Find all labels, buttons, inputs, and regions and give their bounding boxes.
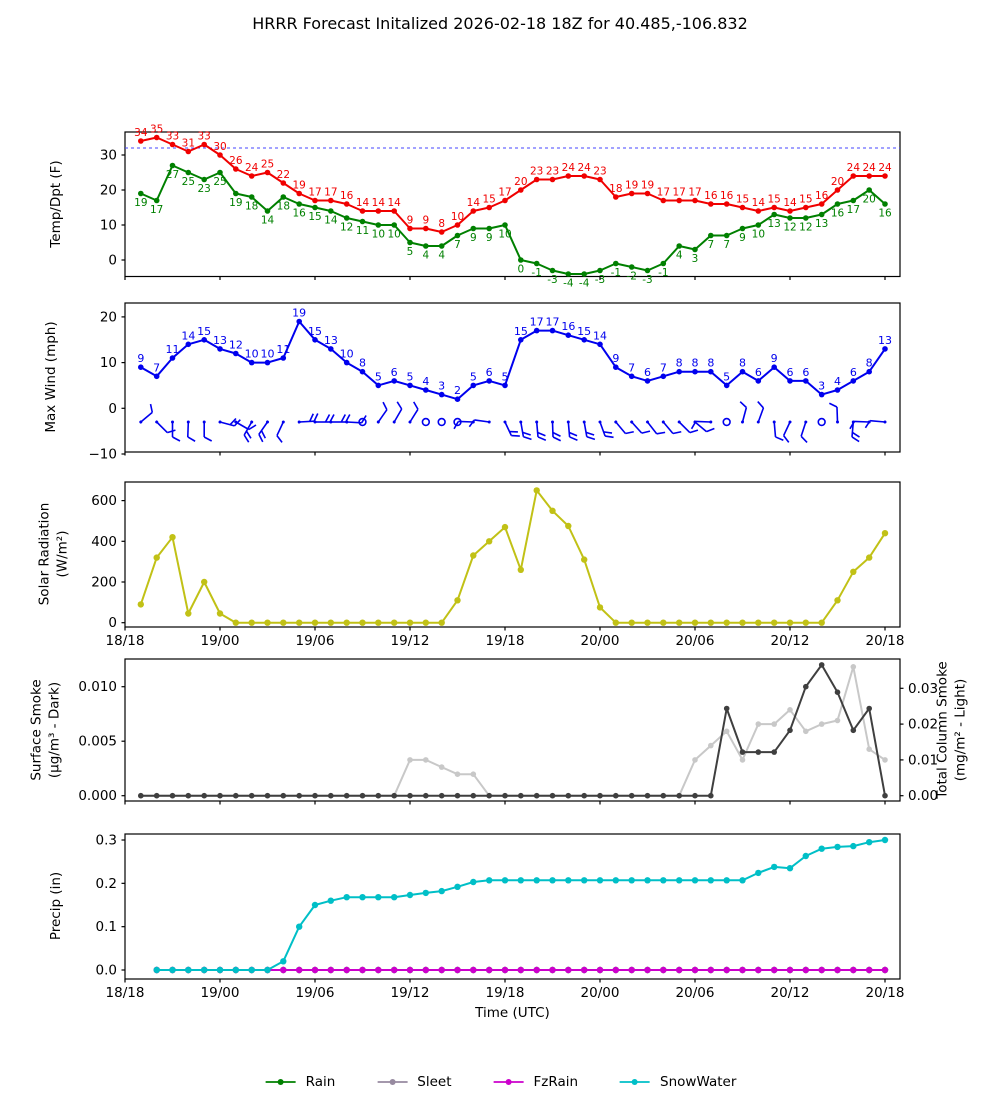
svg-text:35: 35	[149, 123, 164, 136]
svg-text:16: 16	[561, 320, 576, 334]
svg-text:16: 16	[292, 207, 306, 220]
legend-label-snowwater: SnowWater	[660, 1074, 737, 1090]
svg-text:5: 5	[469, 370, 477, 384]
svg-text:25: 25	[260, 158, 275, 171]
svg-text:7: 7	[628, 361, 636, 375]
svg-text:20/18: 20/18	[865, 985, 905, 1001]
svg-text:14: 14	[466, 197, 481, 209]
svg-text:24: 24	[862, 162, 876, 174]
svg-text:9: 9	[485, 232, 493, 244]
svg-text:17: 17	[656, 186, 671, 199]
svg-text:600: 600	[91, 493, 117, 510]
svg-text:11: 11	[276, 343, 291, 357]
svg-text:14: 14	[387, 197, 401, 209]
svg-text:18: 18	[609, 183, 623, 195]
svg-text:5: 5	[406, 370, 414, 384]
svg-text:7: 7	[723, 239, 731, 251]
y-axis-label-wind	[43, 321, 61, 432]
svg-text:0.03: 0.03	[908, 680, 939, 697]
svg-text:14: 14	[260, 214, 275, 227]
svg-text:15: 15	[197, 324, 212, 338]
svg-text:0: 0	[108, 615, 117, 632]
svg-text:18: 18	[276, 200, 291, 213]
svg-text:19: 19	[229, 197, 243, 209]
legend-label-fzrain: FzRain	[533, 1074, 579, 1090]
svg-text:20: 20	[99, 182, 117, 199]
svg-text:16: 16	[830, 207, 845, 220]
svg-text:24: 24	[244, 162, 259, 174]
svg-text:12: 12	[799, 221, 813, 234]
svg-text:20/18: 20/18	[865, 633, 905, 649]
svg-text:33: 33	[197, 130, 211, 143]
svg-text:17: 17	[308, 186, 322, 199]
svg-text:19/12: 19/12	[390, 633, 430, 649]
x-axis-label: Time (UTC)	[475, 1005, 550, 1021]
svg-text:0: 0	[108, 400, 117, 417]
svg-text:11: 11	[355, 225, 370, 237]
svg-text:14: 14	[593, 329, 607, 343]
svg-text:9: 9	[612, 352, 620, 366]
svg-text:25: 25	[181, 176, 196, 188]
svg-text:15: 15	[767, 193, 781, 206]
panel-solar	[91, 482, 904, 649]
panel-wind	[89, 303, 901, 463]
svg-text:3: 3	[691, 253, 699, 265]
svg-text:20/00: 20/00	[580, 985, 620, 1001]
svg-text:5: 5	[723, 370, 731, 384]
svg-text:15: 15	[799, 193, 813, 206]
svg-text:6: 6	[786, 365, 794, 379]
svg-text:15: 15	[513, 324, 528, 338]
svg-text:7: 7	[659, 361, 667, 375]
svg-text:14: 14	[751, 197, 766, 209]
svg-text:2: 2	[454, 384, 461, 398]
y-axis-label-smoke-left-line2: (μg/m³ - Dark)	[46, 681, 62, 779]
svg-text:14: 14	[355, 197, 370, 209]
svg-text:0.02: 0.02	[908, 716, 939, 733]
y-axis-label-wind-text: Max Wind (mph)	[43, 321, 60, 433]
svg-text:22: 22	[276, 169, 291, 181]
svg-text:10: 10	[260, 347, 275, 361]
svg-text:19/00: 19/00	[200, 985, 240, 1001]
svg-text:0.1: 0.1	[95, 919, 117, 936]
svg-text:-3: -3	[594, 274, 606, 286]
svg-text:8: 8	[359, 356, 366, 370]
svg-text:0.00: 0.00	[908, 788, 939, 805]
svg-text:400: 400	[91, 533, 117, 550]
svg-text:-4: -4	[563, 277, 574, 290]
svg-text:23: 23	[197, 183, 211, 195]
svg-text:6: 6	[802, 365, 810, 379]
svg-text:20/06: 20/06	[675, 633, 715, 649]
svg-text:14: 14	[181, 329, 196, 343]
svg-text:16: 16	[704, 190, 718, 202]
svg-text:18/18: 18/18	[105, 985, 145, 1001]
y-axis-label-smoke-right-line2: (mg/m² - Light)	[952, 678, 968, 782]
svg-text:11: 11	[165, 343, 180, 357]
svg-text:10: 10	[450, 211, 465, 223]
svg-text:9: 9	[406, 214, 414, 227]
svg-text:17: 17	[688, 186, 702, 199]
svg-text:24: 24	[561, 162, 576, 174]
svg-text:20: 20	[514, 176, 528, 188]
svg-text:16: 16	[719, 190, 734, 202]
svg-text:13: 13	[323, 333, 338, 347]
svg-text:-1: -1	[658, 267, 669, 279]
svg-text:17: 17	[498, 186, 512, 199]
svg-text:19/18: 19/18	[485, 633, 525, 649]
svg-text:19: 19	[624, 179, 639, 192]
svg-text:13: 13	[767, 218, 781, 230]
svg-text:9: 9	[422, 214, 430, 227]
y-axis-label-solar	[36, 503, 71, 606]
snowwater-line-icon	[618, 1075, 652, 1089]
svg-text:−10: −10	[88, 446, 117, 463]
svg-text:6: 6	[644, 365, 651, 379]
svg-text:15: 15	[482, 193, 496, 206]
svg-text:7: 7	[707, 239, 715, 251]
svg-text:8: 8	[691, 356, 699, 370]
svg-text:17: 17	[672, 186, 686, 199]
svg-text:5: 5	[374, 370, 382, 384]
svg-text:-1: -1	[610, 267, 622, 279]
svg-text:7: 7	[153, 361, 161, 375]
svg-text:17: 17	[545, 315, 560, 329]
svg-text:-3: -3	[642, 274, 653, 286]
svg-text:17: 17	[324, 186, 338, 199]
wind-barbs	[135, 402, 887, 443]
svg-text:16: 16	[878, 207, 892, 220]
svg-text:9: 9	[469, 232, 477, 244]
svg-text:17: 17	[846, 204, 861, 216]
svg-text:12: 12	[228, 338, 243, 352]
svg-text:6: 6	[390, 365, 398, 379]
svg-text:20/06: 20/06	[675, 985, 715, 1001]
svg-text:10: 10	[498, 228, 512, 241]
svg-text:0.005: 0.005	[78, 733, 117, 750]
svg-text:23: 23	[529, 165, 544, 178]
rain-line-icon	[264, 1075, 298, 1089]
svg-text:-4: -4	[578, 277, 590, 290]
svg-text:12: 12	[339, 221, 354, 234]
svg-text:0.010: 0.010	[78, 679, 117, 696]
svg-text:24: 24	[577, 162, 591, 174]
svg-text:8: 8	[438, 218, 446, 230]
legend	[264, 1074, 737, 1090]
svg-text:31: 31	[181, 137, 196, 150]
svg-text:0.0: 0.0	[95, 962, 117, 979]
y-axis-label-precip-text: Precip (in)	[48, 871, 65, 941]
svg-text:27: 27	[165, 169, 180, 181]
svg-text:13: 13	[878, 333, 892, 347]
svg-text:25: 25	[213, 176, 227, 188]
svg-text:-1: -1	[531, 267, 542, 279]
svg-text:3: 3	[818, 379, 826, 393]
svg-text:15: 15	[735, 193, 750, 206]
svg-text:9: 9	[770, 352, 778, 366]
svg-text:19/00: 19/00	[200, 633, 240, 649]
svg-text:20/12: 20/12	[770, 633, 810, 649]
svg-text:15: 15	[577, 324, 592, 338]
svg-text:20: 20	[830, 176, 845, 188]
svg-text:19: 19	[134, 197, 148, 209]
svg-text:19: 19	[640, 179, 655, 192]
svg-text:10: 10	[371, 228, 386, 241]
legend-label-sleet: Sleet	[417, 1074, 452, 1090]
svg-text:26: 26	[229, 155, 243, 167]
svg-text:23: 23	[545, 165, 560, 178]
svg-text:24: 24	[878, 162, 892, 174]
svg-text:3: 3	[438, 379, 446, 393]
svg-text:8: 8	[865, 356, 873, 370]
panel-temp	[100, 124, 900, 290]
svg-text:19: 19	[292, 179, 306, 192]
svg-text:8: 8	[675, 356, 683, 370]
svg-text:10: 10	[244, 347, 259, 361]
svg-text:-3: -3	[547, 274, 558, 286]
panel-precip	[96, 833, 905, 1001]
svg-text:19/18: 19/18	[485, 985, 525, 1001]
svg-text:13: 13	[814, 218, 829, 230]
svg-text:9: 9	[739, 232, 746, 244]
svg-text:4: 4	[422, 375, 430, 389]
svg-text:20: 20	[862, 193, 876, 206]
chart-title: HRRR Forecast Initalized 2026-02-18 18Z for 40.485,-106.832	[252, 14, 748, 33]
svg-text:14: 14	[371, 197, 386, 209]
svg-text:19/06: 19/06	[295, 985, 335, 1001]
svg-text:5: 5	[501, 370, 509, 384]
svg-text:7: 7	[454, 239, 461, 251]
svg-text:20/00: 20/00	[580, 633, 620, 649]
svg-text:12: 12	[783, 221, 797, 234]
svg-text:9: 9	[137, 352, 145, 366]
svg-text:17: 17	[529, 315, 544, 329]
legend-item-rain	[264, 1074, 336, 1090]
y-axis-label-solar-line2: (W/m²)	[54, 530, 70, 578]
svg-text:0.3: 0.3	[95, 832, 117, 849]
svg-text:20: 20	[99, 309, 117, 326]
svg-text:16: 16	[814, 190, 829, 202]
y-axis-label-temp-text: Temp/Dpt (F)	[48, 160, 65, 248]
svg-text:6: 6	[485, 365, 493, 379]
svg-text:0.01: 0.01	[908, 752, 939, 769]
svg-text:15: 15	[308, 324, 322, 338]
y-axis-label-temp	[48, 160, 66, 247]
svg-text:6: 6	[849, 365, 857, 379]
svg-text:0.2: 0.2	[95, 875, 117, 892]
legend-label-rain: Rain	[305, 1074, 336, 1090]
svg-text:4: 4	[834, 375, 841, 389]
legend-item-sleet	[375, 1074, 451, 1090]
legend-item-snowwater	[618, 1074, 736, 1090]
svg-text:4: 4	[422, 249, 430, 262]
svg-text:33: 33	[165, 130, 180, 143]
svg-text:200: 200	[91, 574, 117, 591]
fzrain-line-icon	[492, 1075, 526, 1089]
svg-text:23: 23	[593, 165, 607, 178]
svg-text:19/12: 19/12	[390, 985, 430, 1001]
svg-text:10: 10	[99, 217, 117, 234]
svg-text:10: 10	[339, 347, 354, 361]
sleet-line-icon	[375, 1075, 409, 1089]
svg-text:19: 19	[292, 306, 307, 320]
svg-text:24: 24	[846, 162, 861, 174]
svg-text:19/06: 19/06	[295, 633, 335, 649]
y-axis-label-smoke-left-line1: Surface Smoke	[28, 679, 45, 781]
svg-text:30: 30	[99, 147, 117, 164]
svg-text:18/18: 18/18	[105, 633, 145, 649]
svg-text:0: 0	[108, 252, 117, 269]
svg-text:10: 10	[751, 228, 766, 241]
svg-text:14: 14	[783, 197, 797, 209]
legend-item-fzrain	[492, 1074, 579, 1090]
y-axis-label-solar-line1: Solar Radiation	[36, 502, 53, 606]
svg-text:8: 8	[739, 356, 746, 370]
y-axis-label-smoke-right	[934, 661, 969, 798]
y-axis-label-smoke-right-line1: Total Column Smoke	[934, 661, 951, 799]
svg-text:4: 4	[675, 249, 683, 262]
svg-text:14: 14	[324, 214, 338, 227]
svg-text:0: 0	[517, 263, 525, 276]
svg-text:13: 13	[213, 333, 227, 347]
svg-text:6: 6	[754, 365, 762, 379]
svg-text:4: 4	[438, 249, 446, 262]
svg-text:10: 10	[387, 228, 401, 241]
svg-text:0.000: 0.000	[78, 788, 117, 805]
svg-text:16: 16	[339, 190, 354, 202]
svg-text:5: 5	[406, 246, 414, 258]
y-axis-label-smoke-left	[28, 679, 63, 780]
svg-text:-2: -2	[626, 270, 637, 283]
svg-text:20/12: 20/12	[770, 985, 810, 1001]
svg-text:8: 8	[707, 356, 715, 370]
svg-text:34: 34	[134, 127, 148, 139]
svg-text:10: 10	[99, 355, 117, 372]
svg-text:30: 30	[213, 141, 227, 153]
panel-smoke	[78, 659, 938, 805]
svg-text:18: 18	[244, 200, 259, 213]
svg-text:17: 17	[149, 204, 164, 216]
y-axis-label-precip	[48, 872, 66, 940]
svg-text:15: 15	[308, 211, 322, 223]
